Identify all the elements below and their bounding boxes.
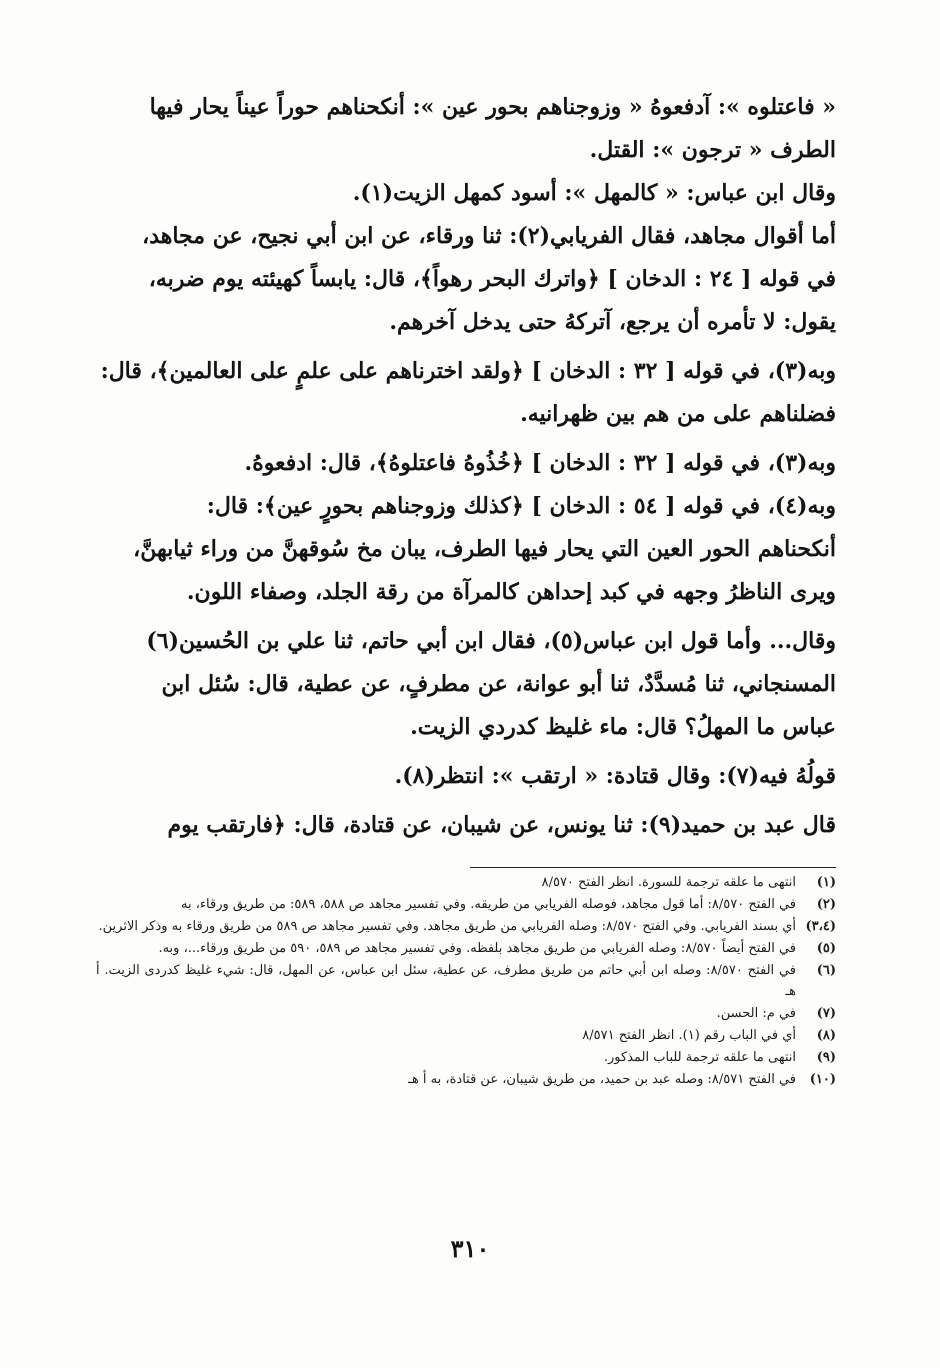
footnote-number: (٧) — [816, 1006, 836, 1021]
footnote-number: (١٠) — [809, 1072, 836, 1087]
page-number: ٣١٠ — [450, 1234, 490, 1263]
main-text — [96, 86, 836, 847]
footnote-number: (٢) — [816, 897, 836, 912]
text-line: في قوله [ ٢٤ : الدخان ] ﴿واترك البحر رهواً﴾، قال: يابساً كهيئته يوم ضربه، — [148, 266, 836, 292]
footnote-text: في الفتح ٨/٥٧٠: وصله ابن أبي حاتم من طريق مطرف، عن عطية، سئل ابن عباس، عن المهل، قال: شيء غليظ كدردى الزيت. أ هـ — [96, 963, 796, 999]
text-line: وبه(٣)، في قوله [ ٣٢ : الدخان ] ﴿ولقد اخترناهم على علمٍ على العالمين﴾، قال: — [100, 358, 836, 384]
text-line: أما أقوال مجاهد، فقال الفريابي(٢): ثنا ورقاء، عن ابن أبي نجيح، عن مجاهد، — [142, 223, 836, 249]
text-line: أنكحناهم الحور العين التي يحار فيها الطرف، يبان مخ سُوقهنَّ من وراء ثيابهنَّ، — [133, 536, 836, 562]
footnote-text: انتهى ما علقه ترجمة للسورة. انظر الفتح ٨/٥٧٠ — [541, 875, 796, 890]
footnote — [96, 894, 836, 915]
footnote — [96, 916, 836, 937]
text-line: وقال... وأما قول ابن عباس(٥)، فقال ابن أبي حاتم، ثنا علي بن الحُسين(٦) — [146, 628, 836, 654]
footnote — [96, 872, 836, 893]
footnote — [96, 1025, 836, 1046]
text-line: قولُهُ فيه(٧): وقال قتادة: « ارتقب »: انتظر(٨). — [394, 763, 836, 789]
footnote-number: (٩) — [816, 1050, 836, 1065]
footnote-number: (٣،٤) — [805, 919, 836, 934]
text-line: وقال ابن عباس: « كالمهل »: أسود كمهل الزيت(١). — [352, 180, 836, 206]
footnote-number: (٦) — [816, 963, 836, 978]
footnote-text: في م: الحسن. — [716, 1006, 796, 1021]
text-line: المسنجاني، ثنا مُسدَّدٌ، ثنا أبو عوانة، عن مطرفٍ، عن عطية، قال: سُئل ابن — [161, 671, 836, 697]
footnote-number: (٨) — [816, 1028, 836, 1043]
footnotes — [96, 872, 836, 1091]
footnote-text: أي بسند الفريابي. وفي الفتح ٨/٥٧٠: وصله الفريابي من طريق مجاهد. وفي تفسير مجاهد ص ٥٨٩ من طريق ورقاء به وذكر الاثرين. — [98, 919, 796, 934]
text-line: وبه(٣)، في قوله [ ٣٢ : الدخان ] ﴿خُذُوهُ فاعتلوهُ﴾، قال: ادفعوهُ. — [244, 450, 836, 476]
text-line: عباس ما المهلُ؟ قال: ماء غليظ كدردي الزيت. — [410, 714, 836, 740]
footnote-text: في الفتح ٨/٥٧١: وصله عبد بن حميد، من طريق شيبان، عن قتادة، به أ هـ — [408, 1072, 796, 1087]
footnote — [96, 938, 836, 959]
footnote — [96, 960, 836, 1002]
footnote-text: في الفتح ٨/٥٧٠: أما قول مجاهد، فوصله الفريابي من طريقه. وفي تفسير مجاهد ص ٥٨٨، ٥٨٩: من طريق ورقاء، به — [181, 897, 796, 912]
text-line: فضلناهم على من هم بين ظهرانيه. — [520, 401, 836, 427]
text-line: الطرف « ترجون »: القتل. — [589, 137, 836, 163]
footnote — [96, 1047, 836, 1068]
footnote-number: (١) — [816, 875, 836, 890]
footnote — [96, 1003, 836, 1024]
text-line: قال عبد بن حميد(٩): ثنا يونس، عن شيبان، عن قتادة، قال: ﴿فارتقب يوم — [167, 812, 836, 838]
text-line: ويرى الناظرُ وجهه في كبد إحداهن كالمرآة من رقة الجلد، وصفاء اللون. — [186, 579, 836, 605]
text-line: يقول: لا تأمره أن يرجع، آتركهُ حتى يدخل آخرهم. — [389, 309, 836, 335]
footnote — [96, 1069, 836, 1090]
footnote-divider — [470, 867, 836, 868]
footnote-text: أي في الباب رقم (١). انظر الفتح ٨/٥٧١ — [582, 1028, 796, 1043]
text-line: وبه(٤)، في قوله [ ٥٤ : الدخان ] ﴿كذلك وزوجناهم بحورٍ عين﴾: قال: — [206, 493, 836, 519]
footnote-text: انتهى ما علقه ترجمة للباب المذكور. — [603, 1050, 796, 1065]
text-line: « فاعتلوه »: آدفعوهُ « وزوجناهم بحور عين »: أنكحناهم حوراً عيناً يحار فيها — [149, 94, 836, 120]
footnote-number: (٥) — [816, 941, 836, 956]
footnote-text: في الفتح أيضاً ٨/٥٧٠: وصله الفريابي من طريق مجاهد بلفظه. وفي تفسير مجاهد ص ٥٨٩، ٥٩٠ من طريق ورقاء...، وبه. — [158, 941, 796, 956]
